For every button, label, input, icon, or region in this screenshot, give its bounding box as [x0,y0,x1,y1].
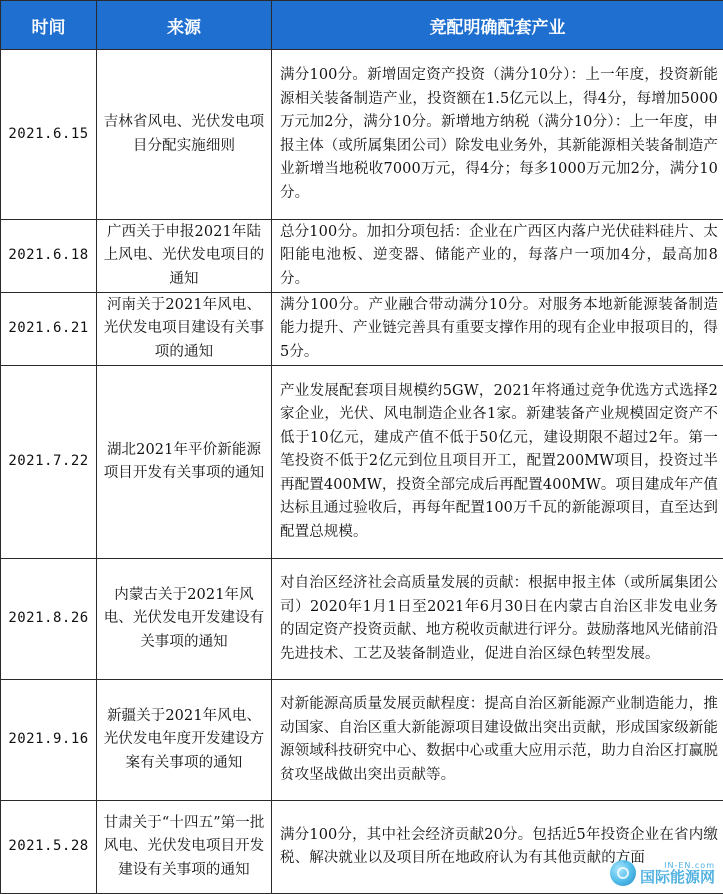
source-cell: 新疆关于2021年风电、光伏发电年度开发建设方案有关事项的通知 [97,680,272,801]
date-cell: 2021.8.26 [1,559,97,680]
industry-cell: 对新能源高质量发展贡献程度：提高自治区新能源产业制造能力，推动国家、自治区重大新能源项目建设做出突出贡献，形成国家级新能源领域科技研究中心、数据中心或重大应用示范，助力自治区打赢脱贫攻坚战做出突出贡献等。 [272,680,723,801]
industry-cell: 产业发展配套项目规模约5GW，2021年将通过竞争优选方式选择2家企业，光伏、风电制造企业各1家。新建装备产业规模固定资产不低于10亿元，建成产值不低于50亿元，建设期限不超过2年。第一笔投资不低于2亿元到位且项目开工，配置200MW项目，投资过半再配置400MW，投资全部完成后再配置400MW。项目建成年产值达标且通过验收后，再每年配置100万千瓦的新能源项目，直至达到配置总规模。 [272,366,723,559]
header-source: 来源 [97,1,272,50]
source-cell: 内蒙古关于2021年风电、光伏发电开发建设有关事项的通知 [97,559,272,680]
industry-cell: 满分100分，其中社会经济贡献20分。包括近5年投资企业在省内缴税、解决就业以及项目所在地政府认为有其他贡献的方面 [272,801,723,894]
source-cell: 甘肃关于“十四五”第一批风电、光伏发电项目开发建设有关事项的通知 [97,801,272,894]
table-row [1,366,723,559]
watermark-url: IN-EN.com [640,862,715,870]
globe-logo-icon [610,860,636,886]
date-cell: 2021.6.18 [1,220,97,293]
industry-cell: 对自治区经济社会高质量发展的贡献：根据申报主体（或所属集团公司）2020年1月1日至2021年6月30日在内蒙古自治区非发电业务的固定资产投资贡献、地方税收贡献进行评分。鼓励落地风光储前沿先进技术、工艺及装备制造业，促进自治区绿色转型发展。 [272,559,723,680]
date-cell: 2021.6.21 [1,293,97,366]
table-row [1,293,723,366]
header-industry: 竞配明确配套产业 [272,1,723,50]
industry-cell: 满分100分。新增固定资产投资（满分10分）：上一年度，投资新能源相关装备制造产业，投资额在1.5亿元以上，得4分，每增加5000万元加2分，满分10分。新增地方纳税（满分10分）：上一年度，申报主体（或所属集团公司）除发电业务外，其新能源相关装备制造产业新增当地税收7000万元，得4分；每多1000万元加2分，满分10分。 [272,50,723,220]
source-cell: 广西关于申报2021年陆上风电、光伏发电项目的通知 [97,220,272,293]
watermark-text [640,862,715,885]
source-cell: 湖北2021年平价新能源项目开发有关事项的通知 [97,366,272,559]
table-row [1,50,723,220]
watermark [610,860,715,886]
source-cell: 吉林省风电、光伏发电项目分配实施细则 [97,50,272,220]
date-cell: 2021.7.22 [1,366,97,559]
date-cell: 2021.6.15 [1,50,97,220]
header-time: 时间 [1,1,97,50]
table-row [1,220,723,293]
industry-cell: 总分100分。加扣分项包括：企业在广西区内落户光伏硅料硅片、太阳能电池板、逆变器、储能产业的，每落户一项加4分，最高加8分。 [272,220,723,293]
table-row [1,680,723,801]
industry-cell: 满分100分。产业融合带动满分10分。对服务本地新能源装备制造能力提升、产业链完善具有重要支撑作用的现有企业申报项目的，得5分。 [272,293,723,366]
date-cell: 2021.5.28 [1,801,97,894]
table-row [1,559,723,680]
header-row [1,1,723,50]
date-cell: 2021.9.16 [1,680,97,801]
source-cell: 河南关于2021年风电、光伏发电项目建设有关事项的通知 [97,293,272,366]
watermark-name: 国际能源网 [640,870,715,885]
